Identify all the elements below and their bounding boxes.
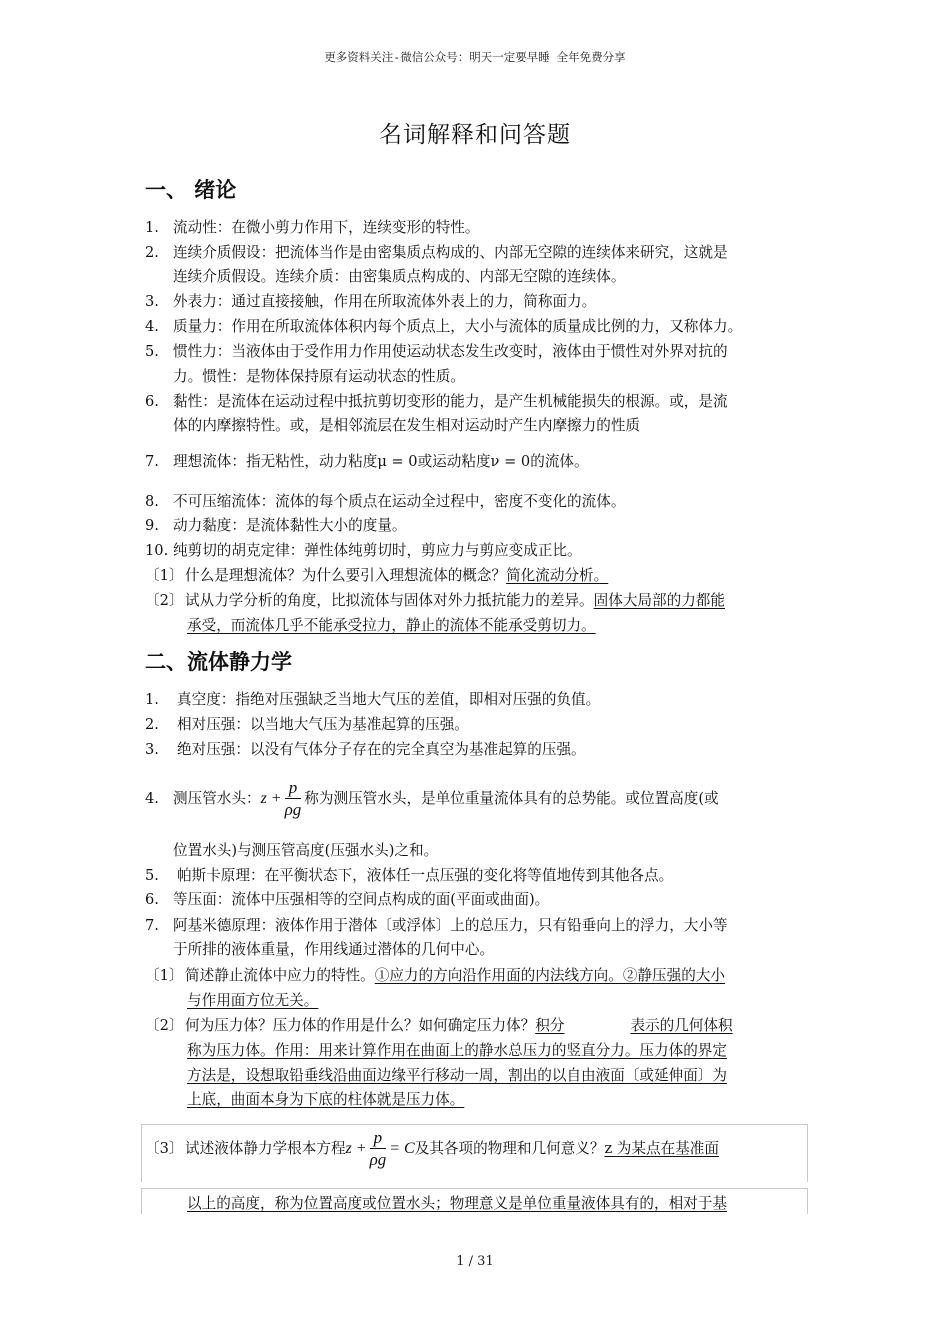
formula-constant: = C	[389, 1140, 415, 1157]
list-item: 10. 纯剪切的胡克定律：弹性体纯剪切时，剪应力与剪应变成正比。	[145, 542, 582, 559]
page-header: 更多资料关注-微信公众号：明天一定要早睡 全年免费分享	[324, 50, 626, 64]
list-item-continuation: 体的内摩擦特性。或，是相邻流层在发生相对运动时产生内摩擦力的性质	[173, 417, 641, 434]
question-item: 〔1〕 简述静止流体中应力的特性。①应力的方向沿作用面的内法线方向。②静压强的大小	[145, 967, 725, 984]
list-item: 3. 绝对压强：以没有气体分子存在的完全真空为基准起算的压强。	[145, 741, 586, 758]
formula-fraction: $\frac{p}{\rho g}$	[284, 777, 302, 819]
list-item: 1. 流动性：在微小剪力作用下，连续变形的特性。	[145, 219, 480, 236]
list-item: 8. 不可压缩流体：流体的每个质点在运动全过程中，密度不变化的流体。	[145, 493, 626, 510]
question-continuation: 以上的高度，称为位置高度或位置水头；物理意义是单位重量液体具有的，相对于基	[187, 1195, 727, 1212]
list-item-formula: 4. 测压管水头：z + $\frac{p}{\rho g}$ 称为测压管水头，是单位重量流体具有的总势能。或位置高度(或	[145, 777, 719, 819]
section-heading-2: 二、流体静力学	[145, 649, 292, 674]
section-heading-1: 一、 绪论	[145, 177, 237, 202]
list-item: 6. 黏性：是流体在运动过程中抵抗剪切变形的能力，是产生机械能损失的根源。或，是流	[145, 393, 728, 410]
formula-fraction: $\frac{p}{\rho g}$	[369, 1127, 387, 1169]
list-item-continuation: 位置水头)与测压管高度(压强水头)之和。	[173, 842, 439, 859]
list-item: 5. 惯性力：当液体由于受作用力作用使运动状态发生改变时，液体由于惯性对外界对抗的	[145, 343, 728, 360]
answer-text: ①应力的方向沿作用面的内法线方向。②静压强的大小	[374, 967, 725, 984]
formula-z: z +	[345, 1140, 367, 1157]
box-border	[141, 1124, 142, 1182]
question-item: 〔1〕 什么是理想流体？为什么要引入理想流体的概念？简化流动分析。	[145, 567, 609, 584]
question-item: 〔2〕 何为压力体？压力体的作用是什么？如何确定压力体？积分 表示的几何体积	[145, 1017, 733, 1034]
answer-text: z 为某点在基准面	[604, 1140, 719, 1157]
list-item: 7. 理想流体：指无粘性，动力粘度μ = 0或运动粘度ν = 0的流体。	[145, 453, 589, 470]
question-item-formula: 〔3〕 试述液体静力学根本方程z + $\frac{p}{\rho g}$ = C及其各项的物理和几何意义？z 为某点在基准面	[145, 1127, 719, 1169]
list-item: 9. 动力黏度：是流体黏性大小的度量。	[145, 517, 407, 534]
question-continuation: 上底，曲面本身为下底的柱体就是压力体。	[187, 1091, 465, 1108]
list-item-continuation: 于所排的液体重量，作用线通过潜体的几何中心。	[173, 941, 495, 958]
box-border	[141, 1124, 808, 1125]
box-border	[807, 1188, 808, 1214]
box-border	[141, 1188, 142, 1214]
answer-text: 固体大局部的力都能	[593, 592, 725, 609]
list-item: 7. 阿基米德原理：液体作用于潜体〔或浮体〕上的总压力，只有铅垂向上的浮力，大小等	[145, 917, 728, 934]
list-item: 3. 外表力：通过直接接触，作用在所取流体外表上的力，简称面力。	[145, 293, 597, 310]
list-item: 6. 等压面：流体中压强相等的空间点构成的面(平面或曲面)。	[145, 891, 550, 908]
question-continuation: 与作用面方位无关。	[187, 992, 319, 1009]
answer-text: 积分	[535, 1017, 565, 1034]
question-continuation: 方法是，设想取铅垂线沿曲面边缘平行移动一周，割出的以自由液面〔或延伸面〕为	[187, 1067, 727, 1084]
list-item: 5. 帕斯卡原理：在平衡状态下，液体任一点压强的变化将等值地传到其他各点。	[145, 867, 674, 884]
page-number: 1 / 31	[456, 1254, 494, 1269]
question-continuation: 承受，而流体几乎不能承受拉力，静止的流体不能承受剪切力。	[187, 617, 596, 634]
list-item: 4. 质量力：作用在所取流体体积内每个质点上，大小与流体的质量成比例的力，又称体力。	[145, 318, 743, 335]
question-continuation: 称为压力体。作用：用来计算作用在曲面上的静水总压力的竖直分力。压力体的界定	[187, 1042, 727, 1059]
list-item: 2. 相对压强：以当地大气压为基准起算的压强。	[145, 716, 469, 733]
list-item-continuation: 连续介质假设。连续介质：由密集质点构成的、内部无空隙的连续体。	[173, 268, 626, 285]
page-title: 名词解释和问答题	[379, 122, 571, 148]
formula-z: z +	[260, 790, 282, 807]
list-item: 2. 连续介质假设：把流体当作是由密集质点构成的、内部无空隙的连续体来研究，这就是	[145, 244, 728, 261]
answer-text: 简化流动分析。	[506, 567, 609, 584]
list-item-continuation: 力。惯性：是物体保持原有运动状态的性质。	[173, 368, 465, 385]
box-border	[807, 1124, 808, 1182]
question-item: 〔2〕 试从力学分析的角度，比拟流体与固体对外力抵抗能力的差异。固体大局部的力都能	[145, 592, 725, 609]
box-border	[141, 1188, 808, 1189]
list-item: 1. 真空度：指绝对压强缺乏当地大气压的差值，即相对压强的负值。	[145, 691, 601, 708]
